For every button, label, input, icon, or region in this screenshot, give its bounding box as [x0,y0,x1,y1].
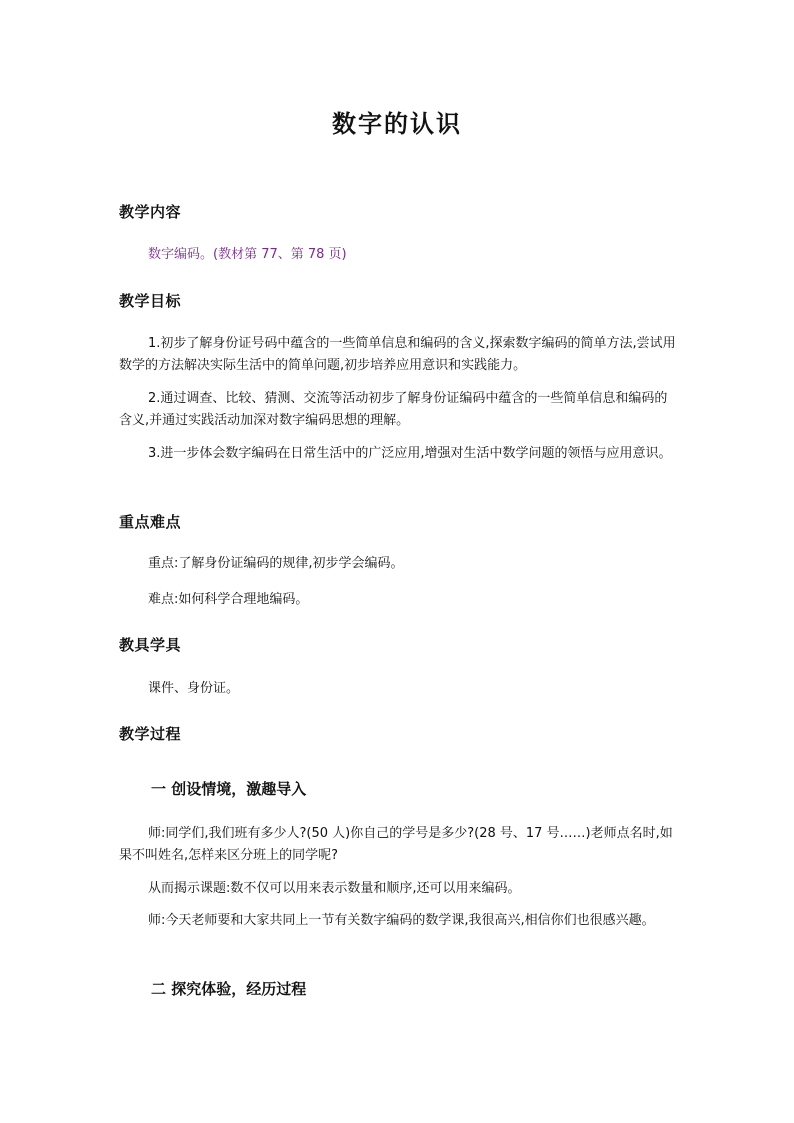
teaching-content-text: 数字编码。(教材第 77、第 78 页) [148,247,347,262]
heading-teaching-content: 教学内容 [119,203,182,221]
key-point-text: 重点:了解身份证编码的规律,初步学会编码。 [148,556,404,571]
heading-key-difficulties: 重点难点 [119,513,182,531]
goal-item-1: 1.初步了解身份证号码中蕴含的一些简单信息和编码的含义,探索数字编码的简单方法,尝试用数学的方法解决实际生活中的简单问题,初步培养应用意识和实践能力。 [119,336,676,373]
heading-teaching-goals: 教学目标 [119,292,182,310]
document-title: 数字的认识 [332,109,462,138]
step-1-paragraph-3: 师:今天老师要和大家共同上一节有关数字编码的数学课,我很高兴,相信你们也很感兴趣。 [148,913,655,928]
heading-teaching-tools: 教具学具 [119,636,182,654]
step-1-paragraph-2: 从而揭示课题:数不仅可以用来表示数量和顺序,还可以用来编码。 [148,881,521,896]
difficult-point-text: 难点:如何科学合理地编码。 [148,592,309,607]
goal-item-2: 2.通过调查、比较、猜测、交流等活动初步了解身份证编码中蕴含的一些简单信息和编码的含义,并通过实践活动加深对数字编码思想的理解。 [119,391,668,428]
step-2-heading: 二 探究体验，经历过程 [151,980,307,998]
goal-item-3: 3.进一步体会数字编码在日常生活中的广泛应用,增强对生活中数学问题的领悟与应用意识。 [148,446,672,461]
step-1-paragraph-1: 师:同学们,我们班有多少人?(50 人)你自己的学号是多少?(28 号、17 号……)老师点名时,如果不叫姓名,怎样来区分班上的同学呢? [119,826,673,863]
step-1-heading: 一 创设情境，激趣导入 [151,780,307,798]
teaching-tools-text: 课件、身份证。 [148,681,240,696]
heading-teaching-process: 教学过程 [119,725,182,743]
